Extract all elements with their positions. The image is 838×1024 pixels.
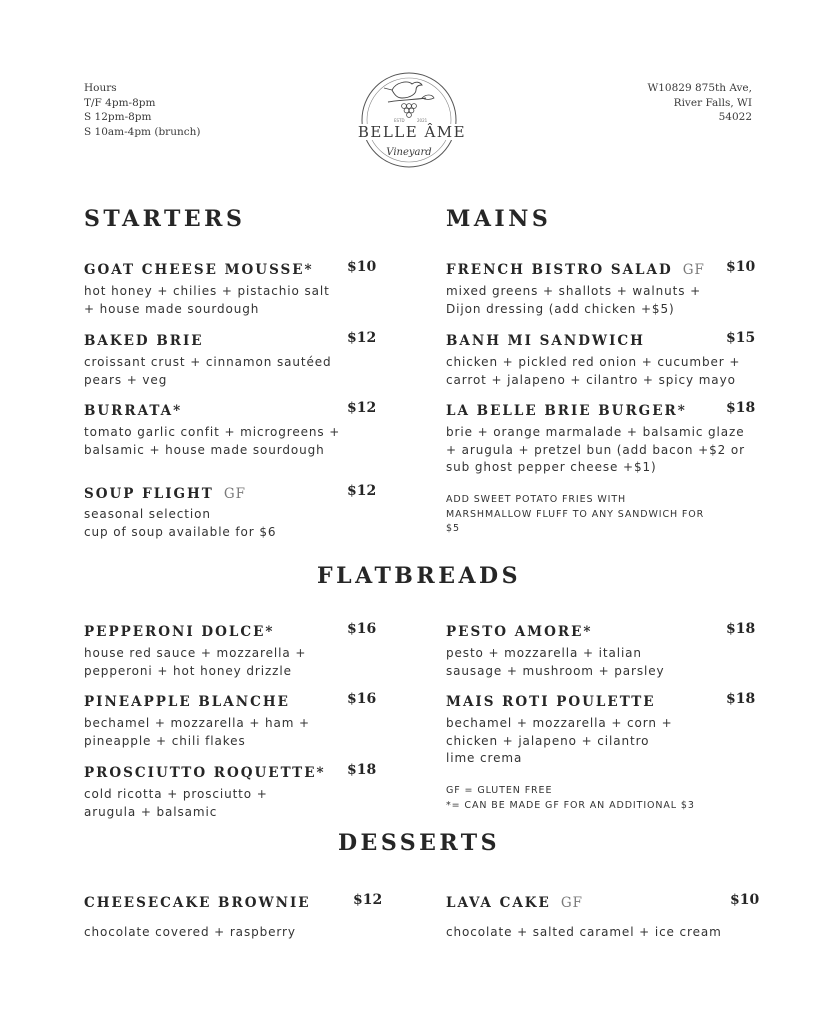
menu-item bbox=[84, 892, 384, 911]
legend-line: *= CAN BE MADE GF FOR AN ADDITIONAL $3 bbox=[446, 799, 695, 811]
item-desc: chocolate covered + raspberry bbox=[84, 925, 296, 939]
item-price: $15 bbox=[726, 330, 756, 346]
desc-line: tomato garlic confit + microgreens + bbox=[84, 425, 341, 439]
grapes-icon bbox=[402, 104, 417, 118]
belle-ame-logo bbox=[352, 70, 472, 176]
item-price: $10 bbox=[347, 259, 377, 275]
desc-line: hot honey + chilies + pistachio salt bbox=[84, 284, 330, 298]
logo-emblem bbox=[352, 70, 472, 176]
menu-item bbox=[84, 330, 377, 349]
item-price: $18 bbox=[347, 762, 377, 778]
item-name: BURRATA* bbox=[84, 403, 183, 419]
desc-line: bechamel + mozzarella + ham + bbox=[84, 716, 311, 730]
bird-icon bbox=[392, 82, 422, 98]
desc-line: cup of soup available for $6 bbox=[84, 524, 277, 539]
item-price: $18 bbox=[726, 621, 756, 637]
desc-line: seasonal selection bbox=[84, 507, 211, 521]
item-name: CHEESECAKE BROWNIE bbox=[84, 895, 311, 911]
address-line: W10829 875th Ave, bbox=[647, 82, 752, 94]
item-desc bbox=[446, 645, 665, 680]
item-price: $12 bbox=[347, 400, 377, 416]
desc-line: pears + veg bbox=[84, 372, 168, 387]
item-desc bbox=[84, 506, 276, 541]
gf-legend bbox=[446, 784, 695, 813]
hours-block bbox=[84, 81, 200, 139]
sides-note bbox=[446, 493, 704, 537]
item-desc bbox=[84, 424, 340, 459]
desc-line: Dijon dressing (add chicken +$5) bbox=[446, 301, 675, 316]
address-line: River Falls, WI bbox=[673, 96, 752, 109]
item-name: PEPPERONI DOLCE* bbox=[84, 624, 275, 640]
item-name: BAKED BRIE bbox=[84, 333, 204, 349]
desc-line: house red sauce + mozzarella + bbox=[84, 646, 307, 660]
menu-item bbox=[84, 259, 377, 278]
logo-est-right: 2021 bbox=[417, 118, 428, 123]
item-price: $10 bbox=[726, 259, 756, 275]
item-name: PROSCIUTTO ROQUETTE* bbox=[84, 765, 326, 781]
item-price: $18 bbox=[726, 691, 756, 707]
desc-line: pineapple + chili flakes bbox=[84, 733, 246, 748]
desc-line: sausage + mushroom + parsley bbox=[446, 663, 665, 678]
item-name: GOAT CHEESE MOUSSE* bbox=[84, 262, 314, 278]
item-price: $10 bbox=[730, 892, 760, 908]
item-name: LAVA CAKE bbox=[446, 895, 551, 911]
desc-line: brie + orange marmalade + balsamic glaze bbox=[446, 425, 745, 439]
menu-item bbox=[446, 621, 756, 640]
address-line: 54022 bbox=[718, 111, 752, 123]
desc-line: mixed greens + shallots + walnuts + bbox=[446, 284, 702, 298]
item-price: $12 bbox=[353, 892, 383, 908]
desc-line: pesto + mozzarella + italian bbox=[446, 646, 642, 660]
item-price: $16 bbox=[347, 691, 377, 707]
menu-item bbox=[84, 691, 377, 710]
menu-item bbox=[446, 330, 756, 349]
desc-line: chicken + pickled red onion + cucumber + bbox=[446, 355, 741, 369]
legend-line: GF = GLUTEN FREE bbox=[446, 785, 553, 796]
desc-line: chicken + jalapeno + cilantro bbox=[446, 733, 650, 748]
item-desc bbox=[446, 283, 701, 318]
address-block bbox=[647, 81, 752, 125]
hours-line: S 10am-4pm (brunch) bbox=[84, 125, 201, 138]
note-line: ADD SWEET POTATO FRIES WITH bbox=[446, 494, 627, 505]
desc-line: pepperoni + hot honey drizzle bbox=[84, 663, 292, 678]
desc-line: balsamic + house made sourdough bbox=[84, 442, 325, 457]
starters-title: STARTERS bbox=[84, 206, 246, 232]
desc-line: + house made sourdough bbox=[84, 301, 260, 316]
item-name: PESTO AMORE* bbox=[446, 624, 593, 640]
menu-item bbox=[84, 483, 377, 502]
note-line: MARSHMALLOW FLUFF TO ANY SANDWICH FOR bbox=[446, 508, 705, 520]
desc-line: arugula + balsamic bbox=[84, 804, 218, 819]
hours-line: T/F 4pm-8pm bbox=[84, 96, 156, 109]
menu-item bbox=[446, 400, 756, 419]
item-desc bbox=[84, 283, 330, 318]
item-desc bbox=[84, 715, 310, 750]
menu-item bbox=[446, 892, 760, 911]
logo-wordmark: BELLE ÂME bbox=[357, 123, 467, 141]
item-price: $12 bbox=[347, 483, 377, 499]
item-desc bbox=[446, 354, 740, 389]
item-name: BANH MI SANDWICH bbox=[446, 333, 645, 349]
menu-item bbox=[446, 259, 756, 278]
item-desc bbox=[446, 424, 745, 477]
menu-item bbox=[84, 762, 377, 781]
desc-line: croissant crust + cinnamon sautéed bbox=[84, 355, 332, 369]
item-name: PINEAPPLE BLANCHE bbox=[84, 694, 290, 710]
mains-title: MAINS bbox=[446, 206, 552, 232]
menu-item bbox=[84, 621, 377, 640]
flatbreads-title: FLATBREADS bbox=[316, 563, 521, 589]
item-price: $12 bbox=[347, 330, 377, 346]
gf-badge: GF bbox=[560, 895, 583, 911]
note-line: $5 bbox=[446, 523, 460, 534]
item-desc bbox=[84, 354, 332, 389]
hours-line: S 12pm-8pm bbox=[84, 111, 152, 123]
item-desc bbox=[84, 786, 268, 821]
item-desc bbox=[446, 715, 673, 768]
menu-item bbox=[84, 400, 377, 419]
hours-heading: Hours bbox=[84, 82, 117, 94]
desc-line: carrot + jalapeno + cilantro + spicy mayo bbox=[446, 372, 736, 387]
desc-line: cold ricotta + prosciutto + bbox=[84, 787, 268, 801]
desc-line: + arugula + pretzel bun (add bacon +$2 or bbox=[446, 442, 745, 457]
item-desc: chocolate + salted caramel + ice cream bbox=[446, 925, 722, 939]
gf-badge: GF bbox=[223, 486, 247, 502]
item-name: SOUP FLIGHT bbox=[84, 486, 214, 502]
logo-est-left: ESTD bbox=[394, 118, 405, 123]
desc-line: bechamel + mozzarella + corn + bbox=[446, 716, 673, 730]
item-desc bbox=[84, 645, 306, 680]
desc-line: lime crema bbox=[446, 751, 523, 765]
desc-line: sub ghost pepper cheese +$1) bbox=[446, 460, 657, 474]
leaf-icon bbox=[422, 95, 434, 100]
item-name: MAIS ROTI POULETTE bbox=[446, 694, 656, 710]
item-name: FRENCH BISTRO SALAD bbox=[446, 262, 673, 278]
gf-badge: GF bbox=[682, 262, 705, 278]
item-price: $18 bbox=[726, 400, 756, 416]
item-price: $16 bbox=[347, 621, 377, 637]
menu-item bbox=[446, 691, 756, 710]
item-name: LA BELLE BRIE BURGER* bbox=[446, 403, 687, 419]
logo-script: Vineyard bbox=[386, 147, 432, 158]
desserts-title: DESSERTS bbox=[337, 830, 501, 856]
